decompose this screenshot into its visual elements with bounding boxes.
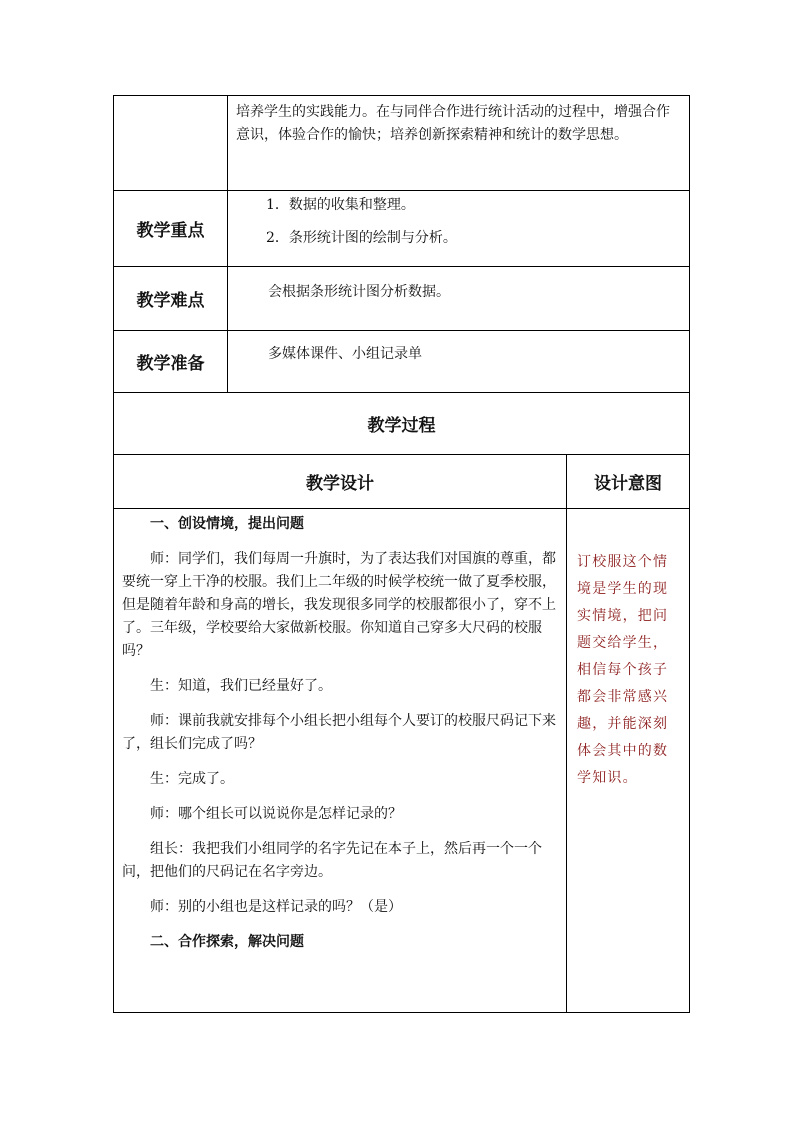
process-title-row xyxy=(114,393,690,455)
goals-label-cell xyxy=(114,96,228,191)
difficulty-cell xyxy=(228,267,690,331)
dialogue-paragraph: 师：别的小组也是这样记录的吗？（是） xyxy=(150,899,402,915)
section-heading: 一、创设情境，提出问题 xyxy=(150,516,304,532)
preparation-label: 教学准备 xyxy=(114,331,228,393)
key-point-item: 2．条形统计图的绘制与分析。 xyxy=(266,230,457,246)
goals-text: 培养学生的实践能力。在与同伴合作进行统计活动的过程中，增强合作意识，体验合作的愉快；培养创新探索精神和统计的数学思想。 xyxy=(236,104,670,143)
process-content-row xyxy=(114,509,690,1013)
dialogue-paragraph: 生：完成了。 xyxy=(150,771,234,787)
section-heading: 二、合作探索，解决问题 xyxy=(150,934,304,950)
design-column-header: 教学设计 xyxy=(114,455,567,509)
preparation-cell xyxy=(228,331,690,393)
dialogue-paragraph: 组长：我把我们小组同学的名字先记在本子上，然后再一个一个问，把他们的尺码记在名字旁边。 xyxy=(122,841,542,880)
dialogue-paragraph: 生：知道，我们已经量好了。 xyxy=(150,678,332,694)
difficulty-row xyxy=(114,267,690,331)
goals-row xyxy=(114,96,690,191)
column-header-row xyxy=(114,455,690,509)
preparation-row xyxy=(114,331,690,393)
key-point-item: 1．数据的收集和整理。 xyxy=(266,197,415,213)
key-points-label: 教学重点 xyxy=(114,191,228,267)
key-points-row xyxy=(114,191,690,267)
preparation-text: 多媒体课件、小组记录单 xyxy=(268,346,422,362)
dialogue-paragraph: 师：同学们，我们每周一升旗时，为了表达我们对国旗的尊重，都要统一穿上干净的校服。我们上二年级的时候学校统一做了夏季校服，但是随着年龄和身高的增长，我发现很多同学的校服都很小了，穿不上了。三年级，学校要给大家做新校服。你知道自己穿多大尺码的校服吗？ xyxy=(122,551,556,659)
goals-text-cell xyxy=(228,96,690,191)
dialogue-paragraph: 师：哪个组长可以说说你是怎样记录的？ xyxy=(150,806,402,822)
dialogue-paragraph: 师：课前我就安排每个小组长把小组每个人要订的校服尺码记下来了，组长们完成了吗？ xyxy=(122,713,556,752)
lesson-plan-table xyxy=(113,95,690,1013)
difficulty-text: 会根据条形统计图分析数据。 xyxy=(268,284,450,300)
difficulty-label: 教学难点 xyxy=(114,267,228,331)
intent-cell xyxy=(567,509,690,1013)
process-content-cell xyxy=(114,509,567,1013)
process-title: 教学过程 xyxy=(114,393,690,455)
intent-text: 订校服这个情境是学生的现实情境，把问题交给学生，相信每个孩子都会非常感兴趣，并能深刻体会其中的数学知识。 xyxy=(577,554,669,786)
key-points-cell xyxy=(228,191,690,267)
intent-column-header: 设计意图 xyxy=(567,455,690,509)
